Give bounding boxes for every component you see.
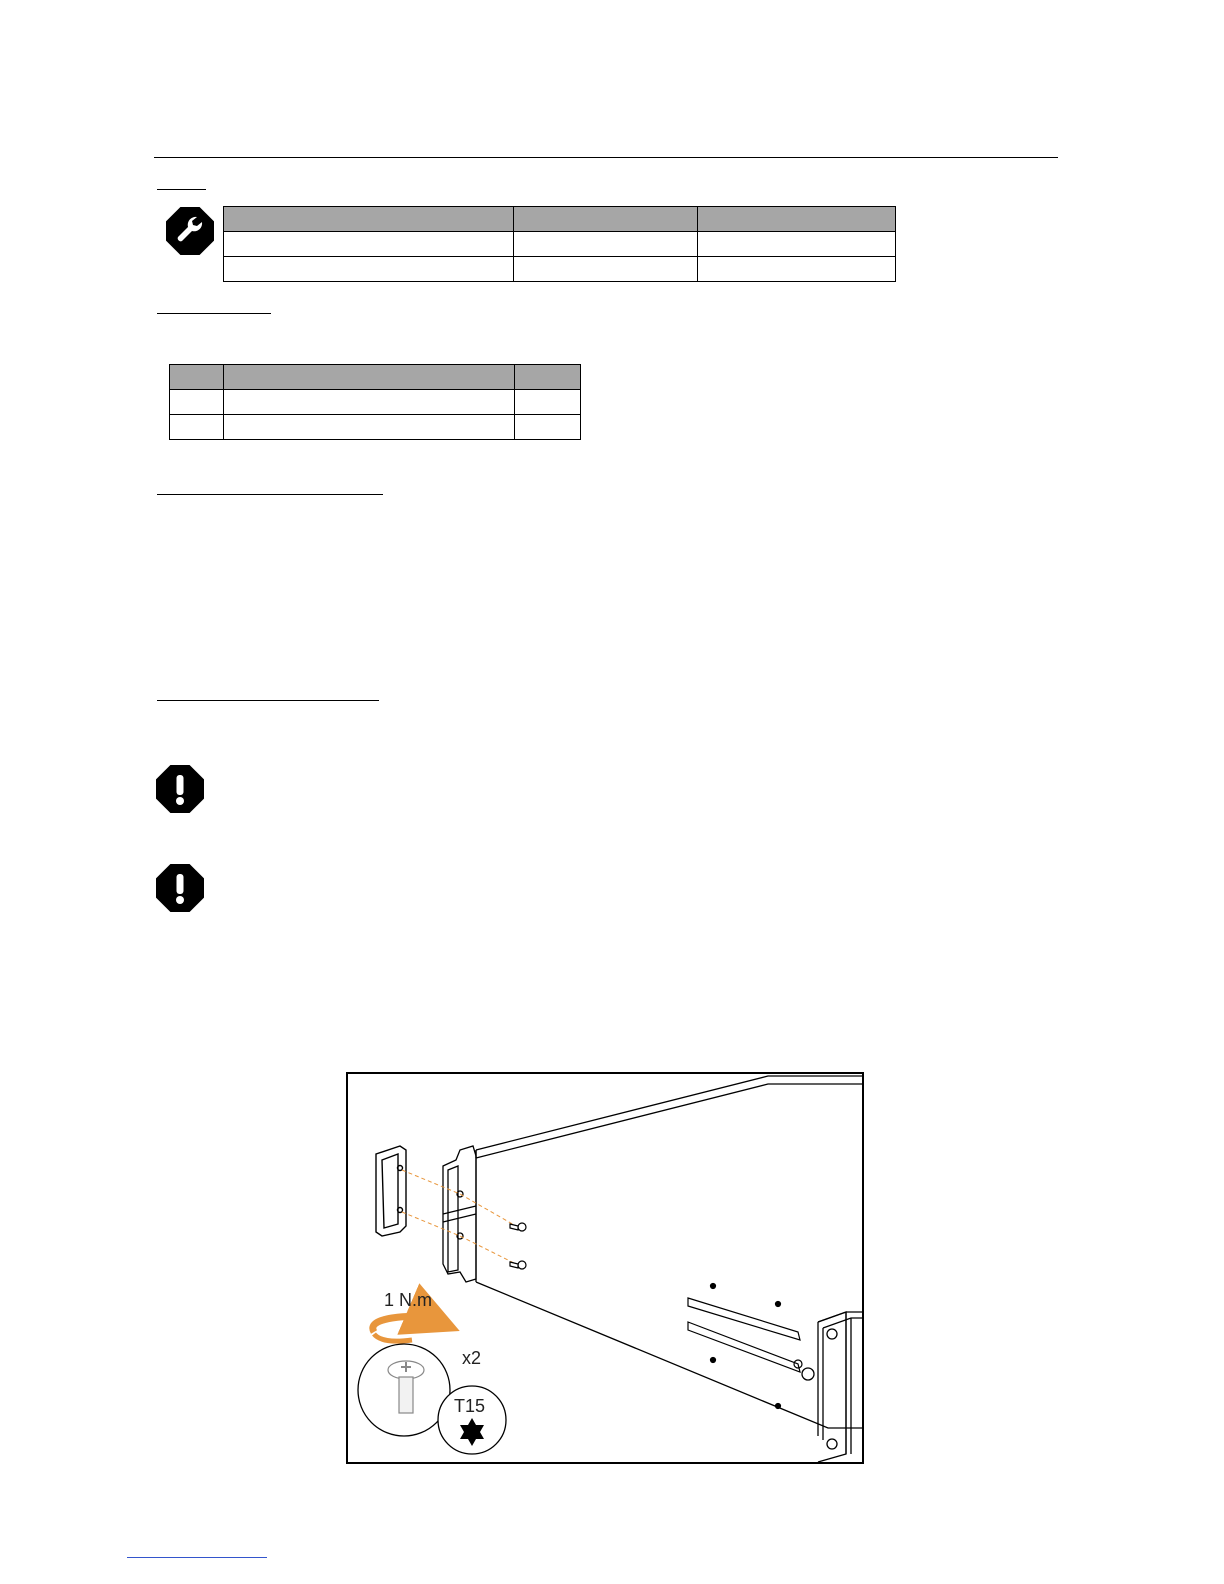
wrench-icon: [166, 207, 214, 255]
figure-drawing: [348, 1074, 862, 1462]
side-rail-slots: [688, 1284, 802, 1409]
table-cell: [514, 232, 698, 257]
exclamation-icon: [156, 864, 204, 912]
table-cell: [170, 415, 224, 440]
table-row: [224, 232, 896, 257]
table-header-cell: [514, 207, 698, 232]
section-heading-tools: [157, 189, 206, 190]
screws: [510, 1223, 526, 1269]
tools-table: [223, 206, 896, 282]
table-header-cell: [224, 207, 514, 232]
table-header-row: [224, 207, 896, 232]
header-rule: [154, 157, 1058, 158]
table-cell: [515, 415, 581, 440]
exclamation-icon: [156, 765, 204, 813]
notice-badge-2: [156, 864, 204, 912]
table-header-cell: [224, 365, 515, 390]
table-cell: [224, 232, 514, 257]
table-cell: [224, 390, 515, 415]
rack-handle: [376, 1146, 406, 1236]
server-chassis: [476, 1076, 862, 1454]
section-heading-procedure: [157, 700, 379, 701]
bit-size-label: T15: [454, 1396, 486, 1416]
torque-label: 1 N.m: [384, 1290, 433, 1310]
quantity-label: x2: [462, 1348, 482, 1368]
table-cell: [224, 257, 514, 282]
table-row: [170, 390, 581, 415]
table-header-row: [170, 365, 581, 390]
footer-link-underline[interactable]: [127, 1557, 267, 1558]
rack-ear: [802, 1312, 846, 1462]
table-cell: [698, 232, 896, 257]
table-row: [224, 257, 896, 282]
table-row: [170, 415, 581, 440]
table-header-cell: [515, 365, 581, 390]
front-mount-plate: [443, 1146, 476, 1282]
table-cell: [698, 257, 896, 282]
rotation-arrow-icon: [373, 1316, 434, 1341]
section-heading-components: [157, 313, 271, 314]
table-cell: [170, 390, 224, 415]
tools-badge: [166, 207, 214, 255]
table-header-cell: [170, 365, 224, 390]
section-heading-preparation: [157, 494, 383, 495]
table-cell: [514, 257, 698, 282]
screw-detail-circle: [358, 1344, 450, 1436]
alignment-guides: [402, 1170, 516, 1264]
installation-figure: [346, 1072, 864, 1464]
table-header-cell: [698, 207, 896, 232]
table-cell: [515, 390, 581, 415]
notice-badge-1: [156, 765, 204, 813]
components-table: [169, 364, 581, 440]
table-cell: [224, 415, 515, 440]
